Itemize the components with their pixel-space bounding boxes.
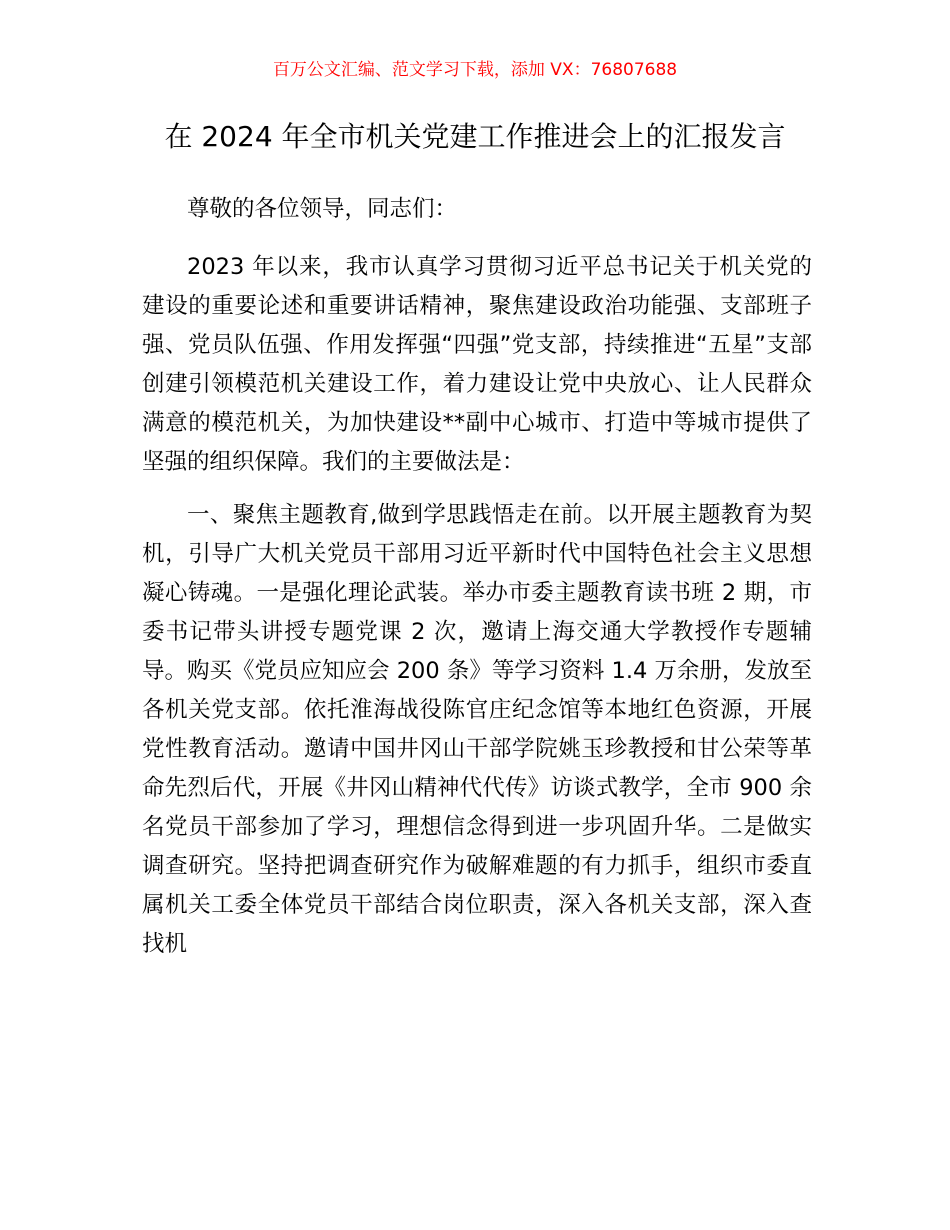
- watermark-header: 百万公文汇编、范文学习下载，添加 VX：76807688: [272, 60, 678, 80]
- document-title: 在 2024 年全市机关党建工作推进会上的汇报发言: [164, 120, 786, 153]
- paragraph-intro: 2023 年以来，我市认真学习贯彻习近平总书记关于机关党的建设的重要论述和重要讲话精神，聚焦建设政治功能强、支部班子强、党员队伍强、作用发挥强“四强”党支部，持续推进“五星”支部创建引领模范机关建设工作，着力建设让党中央放心、让人民群众满意的模范机关，为加快建设**副中心城市、打造中等城市提供了坚强的组织保障。我们的主要做法是：: [142, 254, 812, 475]
- salutation: 尊敬的各位领导，同志们：: [187, 196, 458, 222]
- document-body: [142, 190, 812, 964]
- paragraph-section-one: 一、聚焦主题教育,做到学思践悟走在前。以开展主题教育为契机，引导广大机关党员干部用习近平新时代中国特色社会主义思想凝心铸魂。一是强化理论武装。举办市委主题教育读书班 2 期，市委书记带头讲授专题党课 2 次，邀请上海交通大学教授作专题辅导。购买《党员应知应会 200 条》等学习资料 1.4 万余册，发放至各机关党支部。依托淮海战役陈官庄纪念馆等本地红色资源，开展党性教育活动。邀请中国井冈山干部学院姚玉珍教授和甘公荣等革命先烈后代，开展《井冈山精神代代传》访谈式教学，全市 900 余名党员干部参加了学习，理想信念得到进一步巩固升华。二是做实调查研究。坚持把调查研究作为破解难题的有力抓手，组织市委直属机关工委全体党员干部结合岗位职责，深入各机关支部，深入查找机: [142, 502, 812, 957]
